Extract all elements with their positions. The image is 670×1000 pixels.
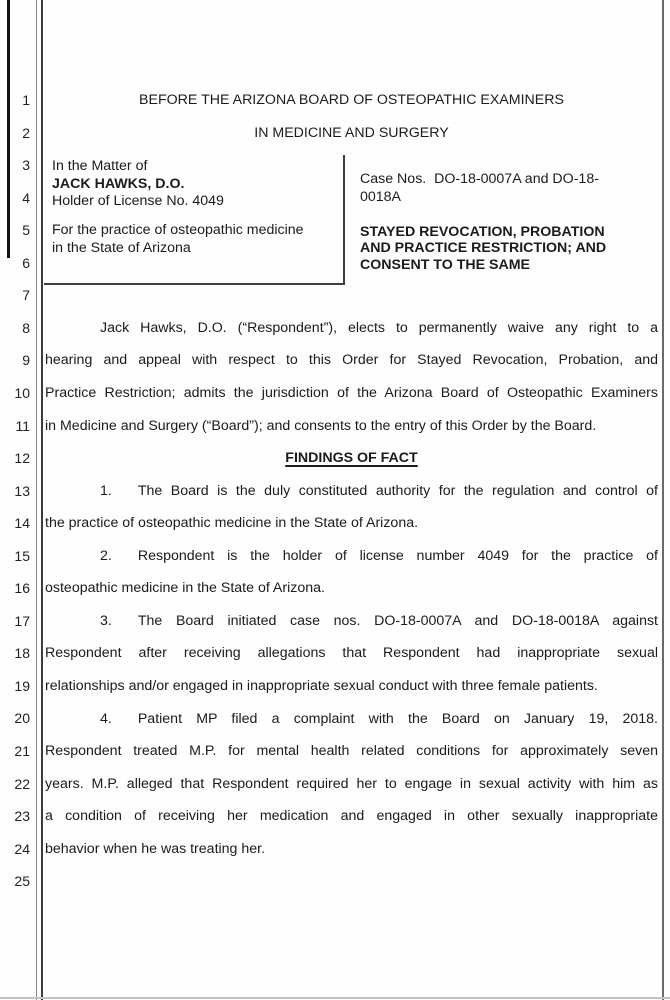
- body-line: 3. The Board initiated case nos. DO-18-0007A and DO-18-0018A against: [100, 612, 658, 629]
- body-line: a condition of receiving her medication and engaged in other sexually inappropriate: [45, 808, 658, 825]
- line-number: 23: [14, 808, 30, 825]
- order-title-line-2: AND PRACTICE RESTRICTION; AND: [360, 240, 607, 256]
- order-title-line-1: STAYED REVOCATION, PROBATION: [360, 223, 605, 240]
- body-line: Practice Restriction; admits the jurisdiction of the Arizona Board of Osteopathic Examiners: [45, 385, 658, 401]
- line-number: 16: [14, 580, 30, 597]
- body-line: Respondent treated M.P. for mental health related conditions for approximately seven: [45, 743, 658, 759]
- body-line: Respondent after receiving allegations that Respondent had inappropriate sexual: [45, 645, 658, 662]
- findings-of-fact-heading: FINDINGS OF FACT: [285, 450, 418, 467]
- body-line: Jack Hawks, D.O. (“Respondent”), elects to permanently waive any right to a: [100, 319, 658, 336]
- case-numbers-line-2: 0018A: [360, 188, 402, 205]
- line-number: 20: [14, 710, 30, 727]
- line-number: 1: [22, 92, 30, 108]
- body-line: years. M.P. alleged that Respondent required her to engage in sexual activity with him as: [45, 775, 658, 792]
- body-line: 4. Patient MP filed a complaint with the Board on January 19, 2018.: [100, 710, 658, 727]
- line-number: 19: [14, 677, 30, 694]
- line-number: 21: [14, 743, 30, 759]
- body-line: osteopathic medicine in the State of Arizona.: [45, 580, 325, 597]
- line-number: 25: [14, 873, 30, 890]
- line-number: 11: [15, 417, 30, 434]
- finding-number: 4.: [100, 710, 112, 727]
- pleading-rule-inner: [41, 0, 43, 1000]
- line-number: 17: [14, 612, 30, 629]
- body-line: 2. Respondent is the holder of license number 4049 for the practice of: [100, 547, 658, 564]
- line-number: 13: [14, 482, 30, 499]
- body-line: in Medicine and Surgery (“Board”); and consents to the entry of this Order by the Board.: [45, 417, 597, 434]
- pleading-rule-outer: [36, 0, 37, 1000]
- line-number: 15: [14, 547, 30, 564]
- line-number: 10: [14, 384, 30, 401]
- finding-number: 1.: [100, 482, 112, 499]
- line-number: 24: [14, 840, 30, 857]
- body-line: 1. The Board is the duly constituted authority for the regulation and control of: [100, 482, 658, 499]
- right-margin-line: [662, 0, 664, 1000]
- line-number: 4: [22, 189, 30, 206]
- case-numbers-line-1: Case Nos. DO-18-0007A and DO-18-: [360, 171, 599, 187]
- page-bottom-edge: [0, 997, 670, 999]
- line-number: 22: [14, 775, 30, 792]
- line-number: 7: [22, 287, 30, 304]
- body-line: hearing and appeal with respect to this Order for Stayed Revocation, Probation, and: [45, 352, 658, 369]
- caption-practice-1: For the practice of osteopathic medicine: [52, 222, 304, 238]
- caption-right: [360, 171, 660, 273]
- body-line: the practice of osteopathic medicine in the State of Arizona.: [45, 515, 419, 532]
- line-number: 5: [22, 222, 30, 239]
- order-title-line-3: CONSENT TO THE SAME: [360, 256, 531, 273]
- document-title-line-1: BEFORE THE ARIZONA BOARD OF OSTEOPATHIC EXAMINERS: [139, 92, 564, 108]
- caption-practice-2: in the State of Arizona: [52, 239, 191, 256]
- line-number: 9: [22, 352, 30, 369]
- body-line: behavior when he was treating her.: [45, 840, 266, 857]
- caption-license: Holder of License No. 4049: [52, 193, 224, 209]
- respondent-name: JACK HAWKS, D.O.: [52, 175, 185, 192]
- finding-number: 2.: [100, 547, 112, 564]
- body-line: relationships and/or engaged in inappropriate sexual conduct with three female patients.: [45, 677, 598, 694]
- line-number: 6: [22, 254, 30, 271]
- document-title-line-2: IN MEDICINE AND SURGERY: [254, 124, 449, 141]
- line-number: 8: [22, 319, 30, 336]
- finding-number: 3.: [100, 612, 112, 629]
- line-number: 18: [14, 645, 30, 662]
- line-number: 12: [14, 450, 30, 467]
- caption-matter-of: In the Matter of: [52, 158, 148, 174]
- line-number: 14: [14, 515, 30, 532]
- line-number: 3: [22, 157, 30, 174]
- line-number: 2: [22, 124, 30, 141]
- caption-left: [52, 158, 337, 257]
